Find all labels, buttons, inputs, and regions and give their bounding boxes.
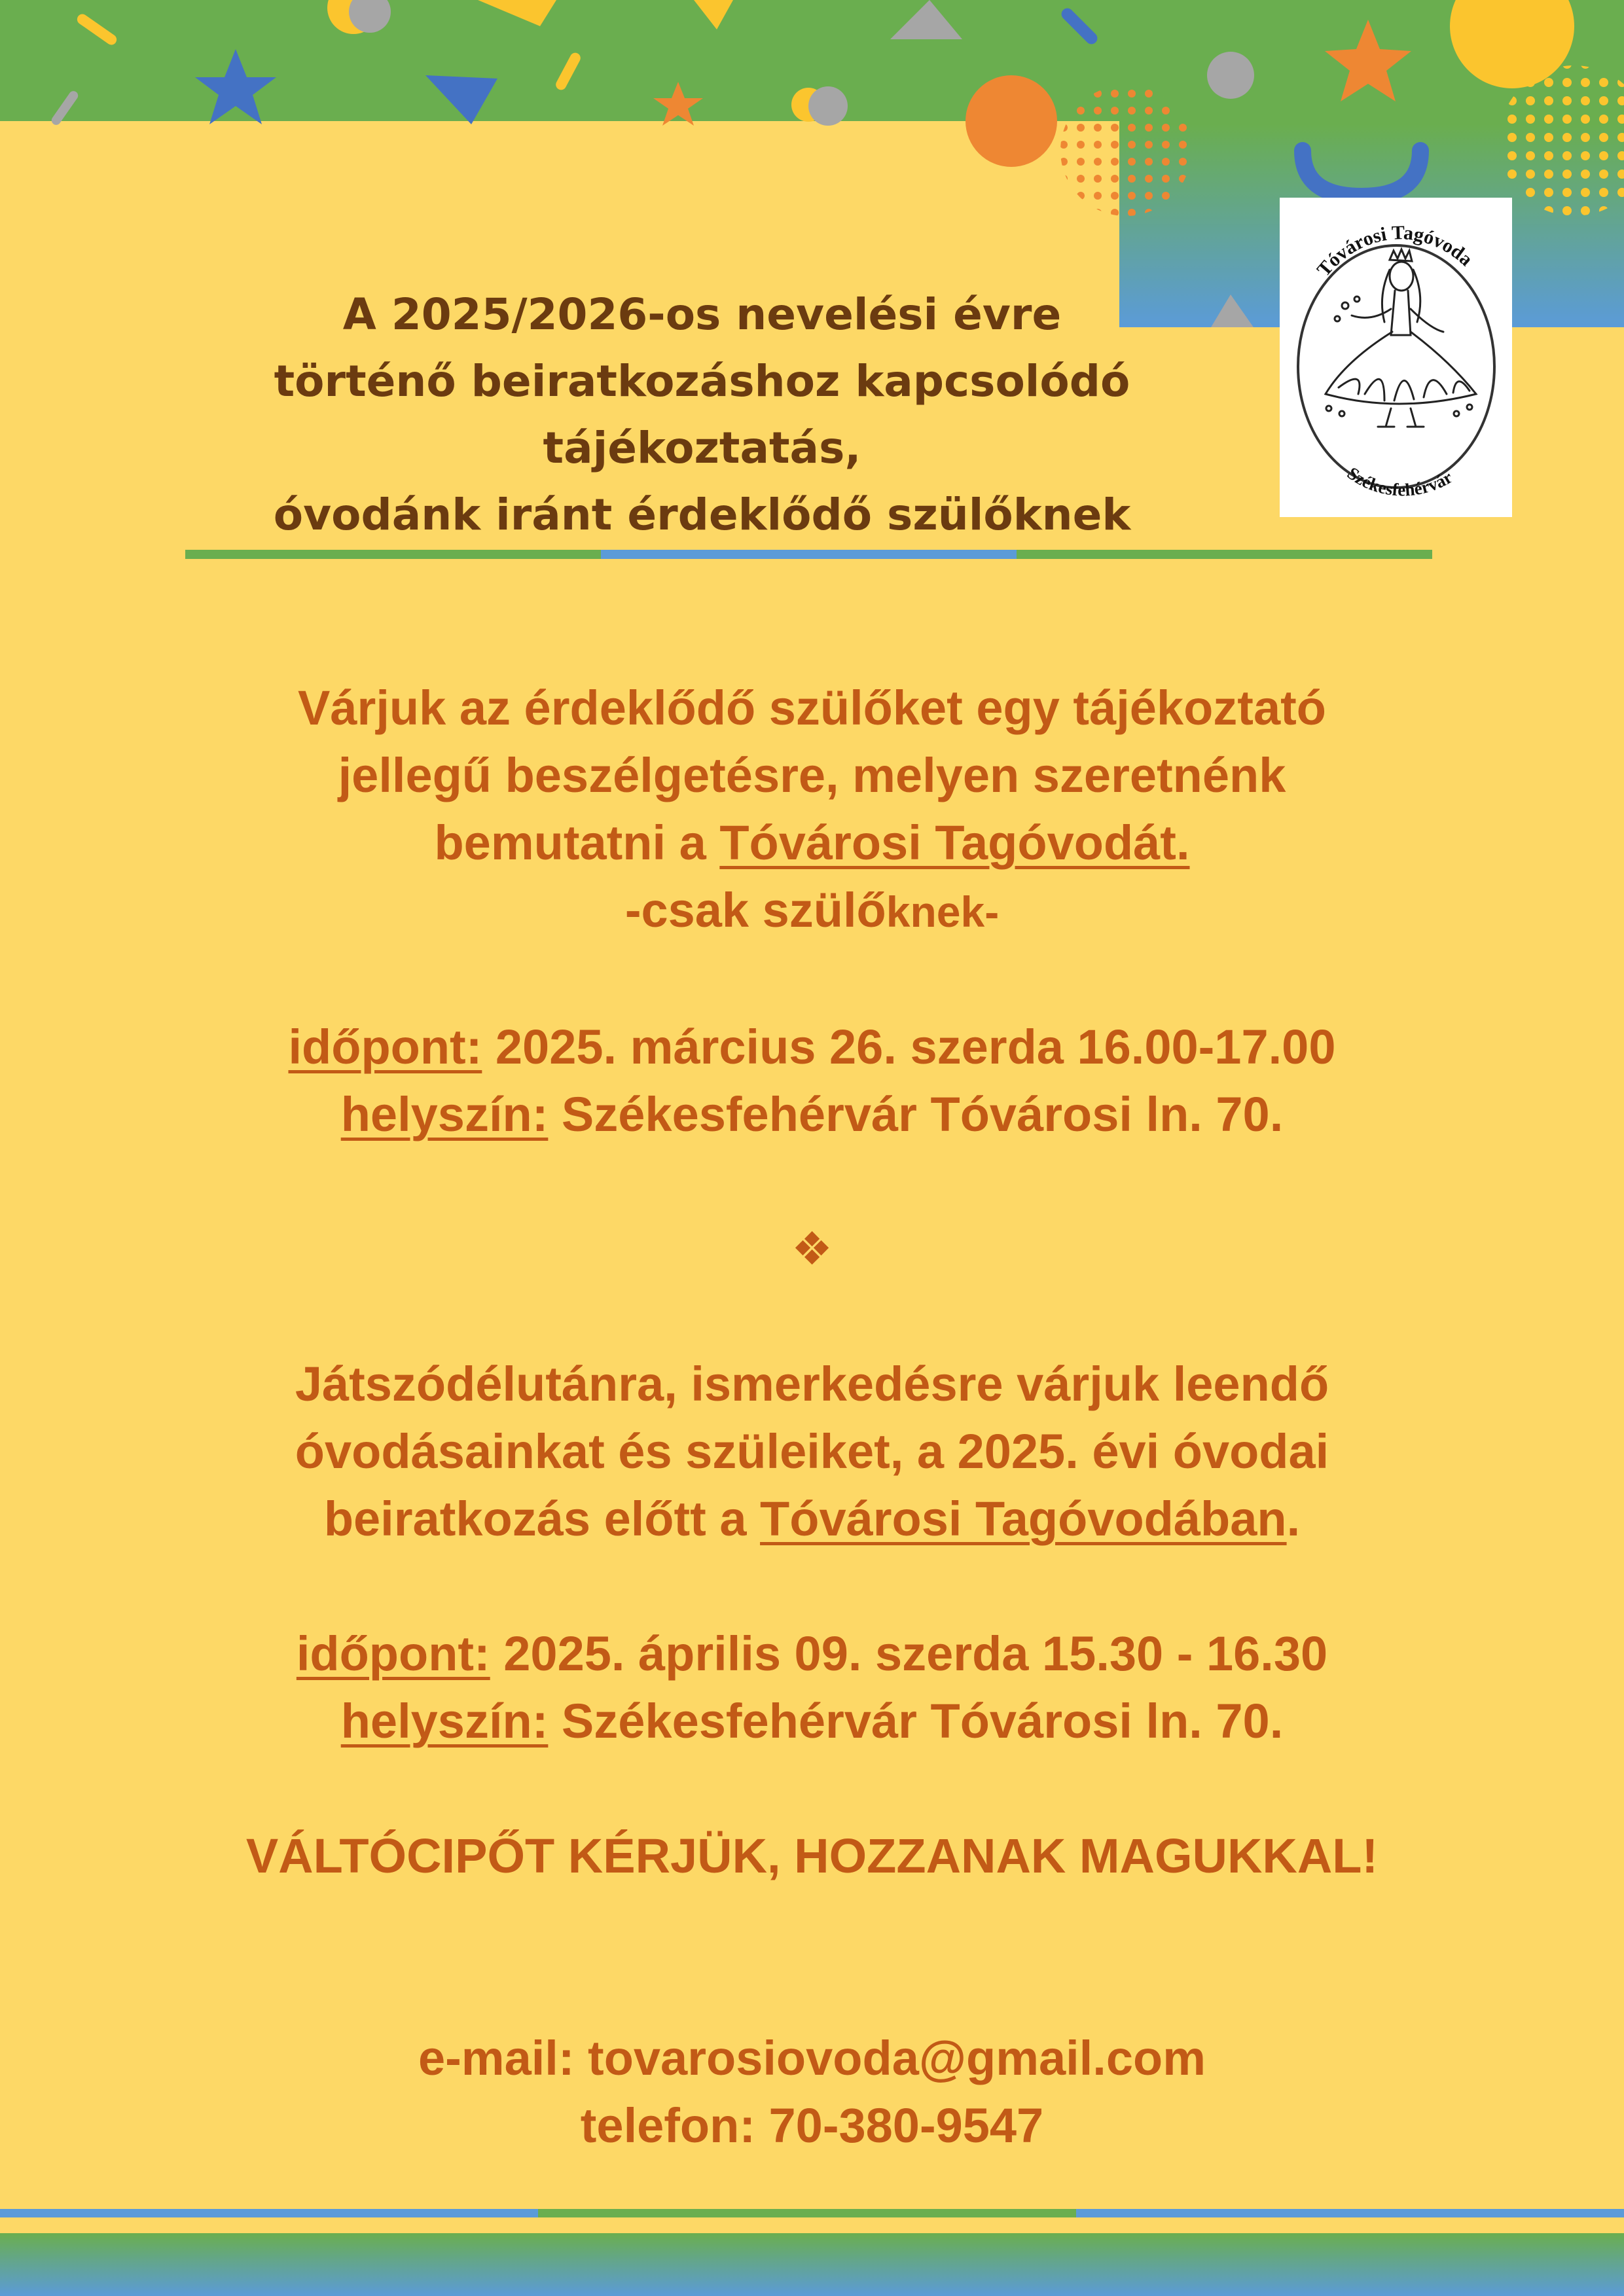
time-value: 2025. március 26. szerda 16.00-17.00: [482, 1020, 1336, 1074]
text-fragment: .: [1286, 1492, 1301, 1546]
text-fragment: beiratkozás előtt a: [323, 1492, 761, 1546]
info-session-text-line: [98, 809, 1526, 876]
logo-bottom-text: Székesfehérvár: [1343, 463, 1456, 500]
slippers-notice: VÁLTÓCIPŐT KÉRJÜK, HOZZANAK MAGUKKAL!: [245, 1829, 1379, 1883]
kindergarten-name: Tóvárosi Tagóvodát.: [719, 816, 1190, 870]
contact-email: e-mail: tovarosiovoda@gmail.com: [418, 2031, 1206, 2085]
info-session-text-line: jellegű beszélgetésre, melyen szeretnénk: [338, 748, 1286, 802]
diamond-ornament-icon: ❖: [791, 1222, 833, 1276]
playdate-section: [98, 1350, 1526, 1755]
info-session-place: [98, 1081, 1526, 1148]
parents-only-note: [98, 876, 1526, 946]
text-fragment: bemutatni a: [434, 816, 720, 870]
info-session-text-line: Várjuk az érdeklődő szülőket egy tájékoztató: [298, 681, 1326, 735]
playdate-text-line: Játszódélutánra, ismerkedésre várjuk leendő: [295, 1357, 1329, 1411]
playdate-text-line: [98, 1485, 1526, 1552]
time-label: időpont:: [288, 1020, 482, 1074]
svg-text:Székesfehérvár: [1344, 463, 1456, 500]
info-session-section: [98, 674, 1526, 1148]
note-main: -csak szülő: [624, 883, 886, 937]
title-divider: [185, 550, 1432, 559]
kindergarten-logo: [1280, 198, 1512, 517]
contact-phone: telefon: 70-380-9547: [580, 2098, 1044, 2153]
title-line: történő beiratkozáshoz kapcsolódó: [274, 356, 1130, 406]
place-label: helyszín:: [340, 1087, 549, 1141]
page-title: [183, 281, 1221, 548]
title-line: A 2025/2026-os nevelési évre: [342, 289, 1062, 340]
note-small: knek-: [886, 888, 1000, 936]
place-value: Székesfehérvár Tóvárosi ln. 70.: [548, 1087, 1284, 1141]
kindergarten-name: Tóvárosi Tagóvodában: [760, 1492, 1287, 1546]
playdate-place: [98, 1687, 1526, 1755]
princess-icon: [1326, 249, 1476, 427]
logo-top-text: Tóvárosi Tagóvoda: [1312, 222, 1477, 281]
title-line: tájékoztatás,: [543, 423, 861, 473]
playdate-time: [98, 1620, 1526, 1687]
time-label: időpont:: [296, 1626, 490, 1681]
footer-band: [0, 2209, 1624, 2296]
place-label: helyszín:: [340, 1694, 549, 1748]
announcement-body: [98, 674, 1526, 2159]
info-session-time: [98, 1013, 1526, 1081]
contact-section: [98, 2024, 1526, 2159]
place-value: Székesfehérvár Tóvárosi ln. 70.: [548, 1694, 1284, 1748]
time-value: 2025. április 09. szerda 15.30 - 16.30: [490, 1626, 1328, 1681]
title-line: óvodánk iránt érdeklődő szülőknek: [273, 490, 1131, 540]
playdate-text-line: óvodásainkat és szüleiket, a 2025. évi óvodai: [295, 1424, 1329, 1479]
